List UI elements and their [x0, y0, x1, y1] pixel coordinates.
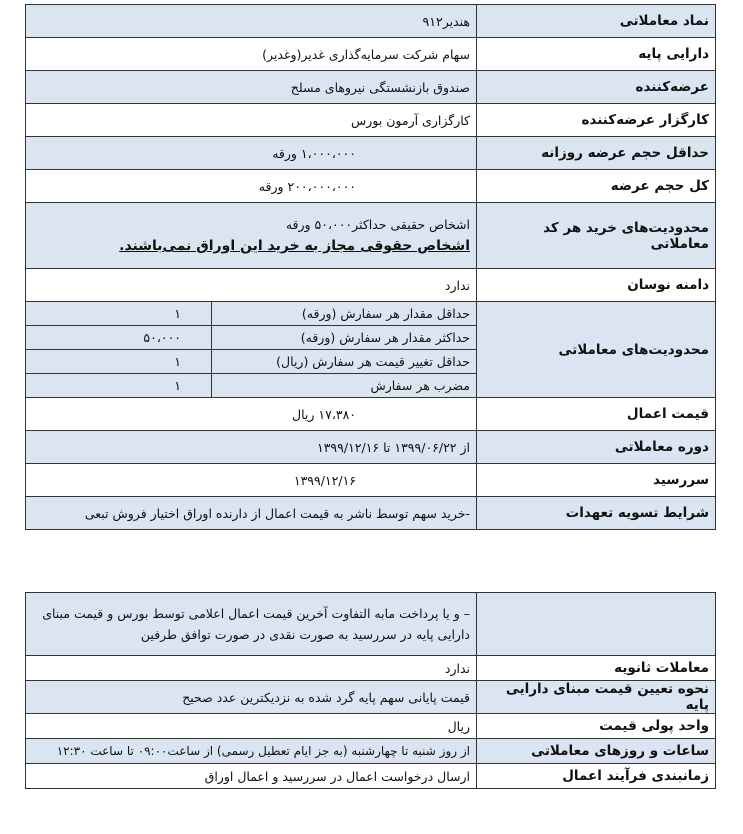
table-row	[26, 398, 716, 431]
row-label-empty	[477, 593, 716, 656]
buy-limits-line2: اشخاص حقوقی مجاز به خرید این اوراق نمی‌باشند.	[119, 238, 470, 254]
sub-row	[26, 374, 476, 398]
row-value: ریال	[26, 714, 477, 739]
row-label: معاملات ثانویه	[477, 656, 716, 681]
sub-row	[26, 326, 476, 350]
trade-limits-cell	[26, 302, 477, 398]
buy-limits-value	[26, 203, 477, 269]
table-row	[26, 464, 716, 497]
sub-row-name: حداکثر مقدار هر سفارش (ورقه)	[212, 326, 477, 350]
sub-row-name: حداقل مقدار هر سفارش (ورقه)	[212, 302, 477, 326]
offering-details-table-continued	[25, 592, 716, 789]
offering-details-table	[25, 4, 716, 530]
settlement-continuation: – و یا پرداخت مابه التفاوت آخرین قیمت اعمال اعلامی توسط بورس و قیمت مبنای دارایی پایه در سررسید به صورت نقدی در صورت توافق طرفین	[26, 593, 477, 656]
row-value: ۲۰۰،۰۰۰،۰۰۰ ورقه	[26, 170, 477, 203]
table-row	[26, 714, 716, 739]
table-row	[26, 764, 716, 789]
row-label: کل حجم عرضه	[477, 170, 716, 203]
row-label: حداقل حجم عرضه روزانه	[477, 137, 716, 170]
table-row	[26, 302, 716, 398]
row-label: ساعات و روزهای معاملاتی	[477, 739, 716, 764]
row-value: سهام شرکت سرمایه‌گذاری غدیر(وغدیر)	[26, 38, 477, 71]
sub-row-name: مضرب هر سفارش	[212, 374, 477, 398]
row-label: نماد معاملاتی	[477, 5, 716, 38]
row-label: سررسید	[477, 464, 716, 497]
row-value: هندیر۹۱۲	[26, 5, 477, 38]
table-row	[26, 137, 716, 170]
table-row	[26, 38, 716, 71]
sub-row	[26, 350, 476, 374]
row-value: ندارد	[26, 656, 477, 681]
buy-limits-line1: اشخاص حقیقی حداکثر۵۰،۰۰۰ ورقه	[285, 217, 470, 232]
table-row	[26, 170, 716, 203]
sub-row-value: ۱	[26, 350, 212, 374]
sub-row-value: ۵۰،۰۰۰	[26, 326, 212, 350]
row-value: کارگزاری آرمون بورس	[26, 104, 477, 137]
table-row	[26, 681, 716, 714]
table-row	[26, 203, 716, 269]
row-value: ارسال درخواست اعمال در سررسید و اعمال اوراق	[26, 764, 477, 789]
row-value: قیمت پایانی سهم پایه گرد شده به نزدیکترین عدد صحیح	[26, 681, 477, 714]
table-row	[26, 71, 716, 104]
row-label: کارگزار عرضه‌کننده	[477, 104, 716, 137]
row-value: صندوق بازنشستگی نیروهای مسلح	[26, 71, 477, 104]
sub-row	[26, 302, 476, 326]
sub-row-value: ۱	[26, 302, 212, 326]
trade-limits-label: محدودیت‌های معاملاتی	[477, 302, 716, 398]
row-label: دارایی پایه	[477, 38, 716, 71]
row-label: دامنه نوسان	[477, 269, 716, 302]
table-row	[26, 739, 716, 764]
table-row	[26, 431, 716, 464]
table-row	[26, 104, 716, 137]
row-label: دوره معاملاتی	[477, 431, 716, 464]
table-row	[26, 5, 716, 38]
row-value: ۱۳۹۹/۱۲/۱۶	[26, 464, 477, 497]
table-row	[26, 497, 716, 530]
row-value: ندارد	[26, 269, 477, 302]
trade-limits-subtable	[26, 302, 476, 397]
table-row	[26, 656, 716, 681]
row-label: قیمت اعمال	[477, 398, 716, 431]
row-value: ۱۷،۳۸۰ ریال	[26, 398, 477, 431]
sub-row-value: ۱	[26, 374, 212, 398]
row-label: نحوه تعیین قیمت مبنای دارایی پایه	[477, 681, 716, 714]
sub-row-name: حداقل تغییر قیمت هر سفارش (ریال)	[212, 350, 477, 374]
row-value: ۱،۰۰۰،۰۰۰ ورقه	[26, 137, 477, 170]
row-label: واحد پولی قیمت	[477, 714, 716, 739]
row-value: از ۱۳۹۹/۰۶/۲۲ تا ۱۳۹۹/۱۲/۱۶	[26, 431, 477, 464]
buy-limits-label: محدودیت‌های خرید هر کد معاملاتی	[477, 203, 716, 269]
table-row	[26, 269, 716, 302]
row-label: زمانبندی فرآیند اعمال	[477, 764, 716, 789]
row-value: -خرید سهم توسط ناشر به قیمت اعمال از دارنده اوراق اختیار فروش تبعی	[26, 497, 477, 530]
row-value: از روز شنبه تا چهارشنبه (به جز ایام تعطیل رسمی) از ساعت۰۹:۰۰ تا ساعت ۱۲:۳۰	[26, 739, 477, 764]
row-label: عرضه‌کننده	[477, 71, 716, 104]
table-row	[26, 593, 716, 656]
row-label: شرایط تسویه تعهدات	[477, 497, 716, 530]
